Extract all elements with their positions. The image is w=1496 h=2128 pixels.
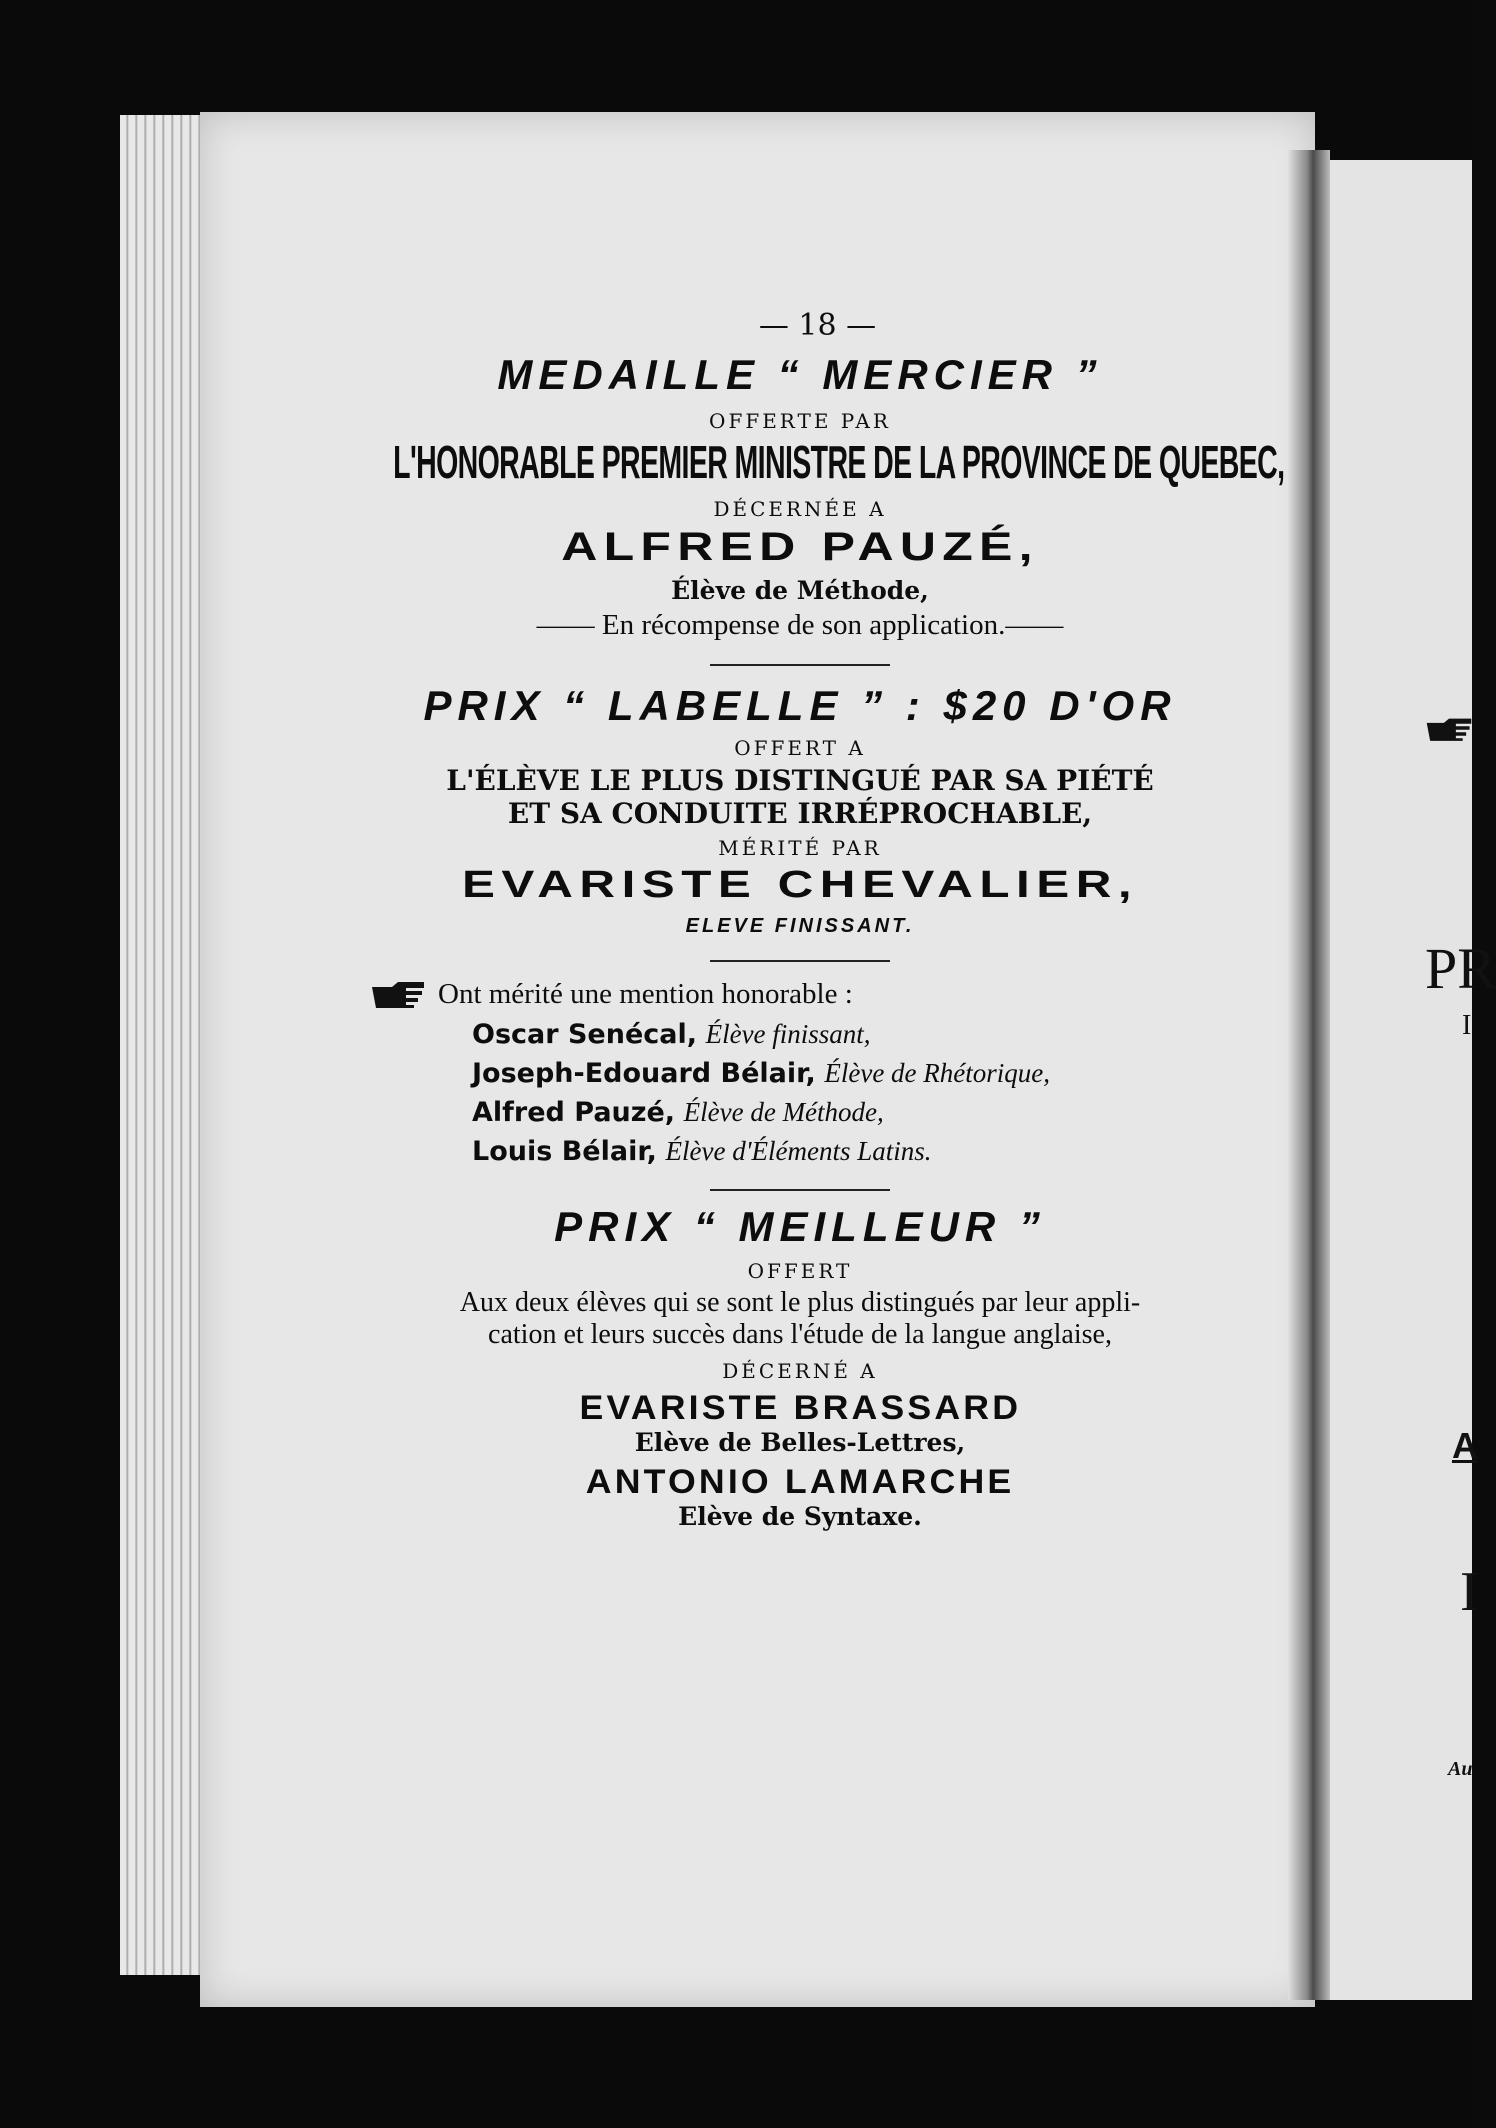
labelle-merited-label: MÉRITÉ PAR xyxy=(718,836,882,860)
mention-name: Joseph-Edouard Bélair, xyxy=(472,1058,816,1089)
meilleur-winner-2: ANTONIO LAMARCHE xyxy=(585,1463,1015,1501)
labelle-title: PRIX “ LABELLE ” : $20 D'OR xyxy=(423,682,1177,729)
section-divider xyxy=(710,960,890,962)
mentions-list xyxy=(472,1015,1220,1171)
list-item xyxy=(472,1132,1220,1171)
medal-title: MEDAILLE “ MERCIER ” xyxy=(497,351,1103,398)
list-item xyxy=(472,1015,1220,1054)
medal-offered-label: OFFERTE PAR xyxy=(709,409,891,433)
section-divider xyxy=(710,664,890,666)
mentions-intro-row xyxy=(370,978,1220,1011)
facing-fragment-a: A xyxy=(1452,1425,1478,1466)
facing-fragment-au: Au xyxy=(1448,1758,1473,1780)
labelle-line-2: ET SA CONDUITE IRRÉPROCHABLE, xyxy=(507,797,1093,830)
mention-class: Élève finissant, xyxy=(705,1019,871,1049)
medal-offered-by: L'HONORABLE PREMIER MINISTRE DE LA PROVINCE DE QUEBEC, xyxy=(393,436,1285,488)
mention-class: Élève de Rhétorique, xyxy=(824,1058,1051,1088)
labelle-offered-label: OFFERT A xyxy=(734,736,866,760)
mention-name: Oscar Senécal, xyxy=(472,1019,697,1050)
facing-page xyxy=(1330,160,1496,2000)
medal-reason: —— En récompense de son application.—— xyxy=(536,609,1064,641)
medal-awarded-label: DÉCERNÉE A xyxy=(713,497,887,521)
facing-fragment-pr: PR xyxy=(1425,936,1496,1001)
mention-name: Alfred Pauzé, xyxy=(472,1097,676,1128)
meilleur-text-1: Aux deux élèves qui se sont le plus distingués par leur appli- xyxy=(459,1287,1141,1318)
facing-fragment-i1: I xyxy=(1462,1010,1472,1041)
page-number: — 18 — xyxy=(758,308,877,343)
medal-winner-class: Élève de Méthode, xyxy=(671,576,929,605)
medal-winner: ALFRED PAUZÉ, xyxy=(561,525,1039,569)
mention-class: Élève de Méthode, xyxy=(683,1097,884,1127)
labelle-winner: EVARISTE CHEVALIER, xyxy=(461,864,1139,906)
meilleur-winner-2-class: Elève de Syntaxe. xyxy=(678,1502,922,1531)
meilleur-awarded-label: DÉCERNÉ A xyxy=(722,1359,878,1383)
mention-class: Élève d'Éléments Latins. xyxy=(665,1136,932,1166)
meilleur-winner-1: EVARISTE BRASSARD xyxy=(579,1389,1021,1427)
section-divider xyxy=(710,1189,890,1191)
meilleur-winner-1-class: Elève de Belles-Lettres, xyxy=(634,1428,966,1457)
meilleur-offered-label: OFFERT xyxy=(747,1259,853,1283)
mentions-intro: Ont mérité une mention honorable : xyxy=(438,978,853,1010)
mention-name: Louis Bélair, xyxy=(472,1136,657,1167)
meilleur-title: PRIX “ MEILLEUR ” xyxy=(554,1203,1046,1250)
meilleur-text-2: cation et leurs succès dans l'étude de la langue anglaise, xyxy=(488,1319,1112,1350)
book-gutter xyxy=(1288,150,1330,2000)
list-item xyxy=(472,1093,1220,1132)
page-content xyxy=(380,300,1285,1531)
labelle-winner-class: ELEVE FINISSANT. xyxy=(685,915,915,937)
pointing-hand-icon xyxy=(1425,715,1473,741)
pointing-hand-icon xyxy=(370,979,426,1007)
page-stack-edges xyxy=(120,115,210,1975)
list-item xyxy=(472,1054,1220,1093)
labelle-line-1: L'ÉLÈVE LE PLUS DISTINGUÉ PAR SA PIÉTÉ xyxy=(446,764,1154,797)
facing-fragment-i2: I xyxy=(1460,1561,1479,1623)
